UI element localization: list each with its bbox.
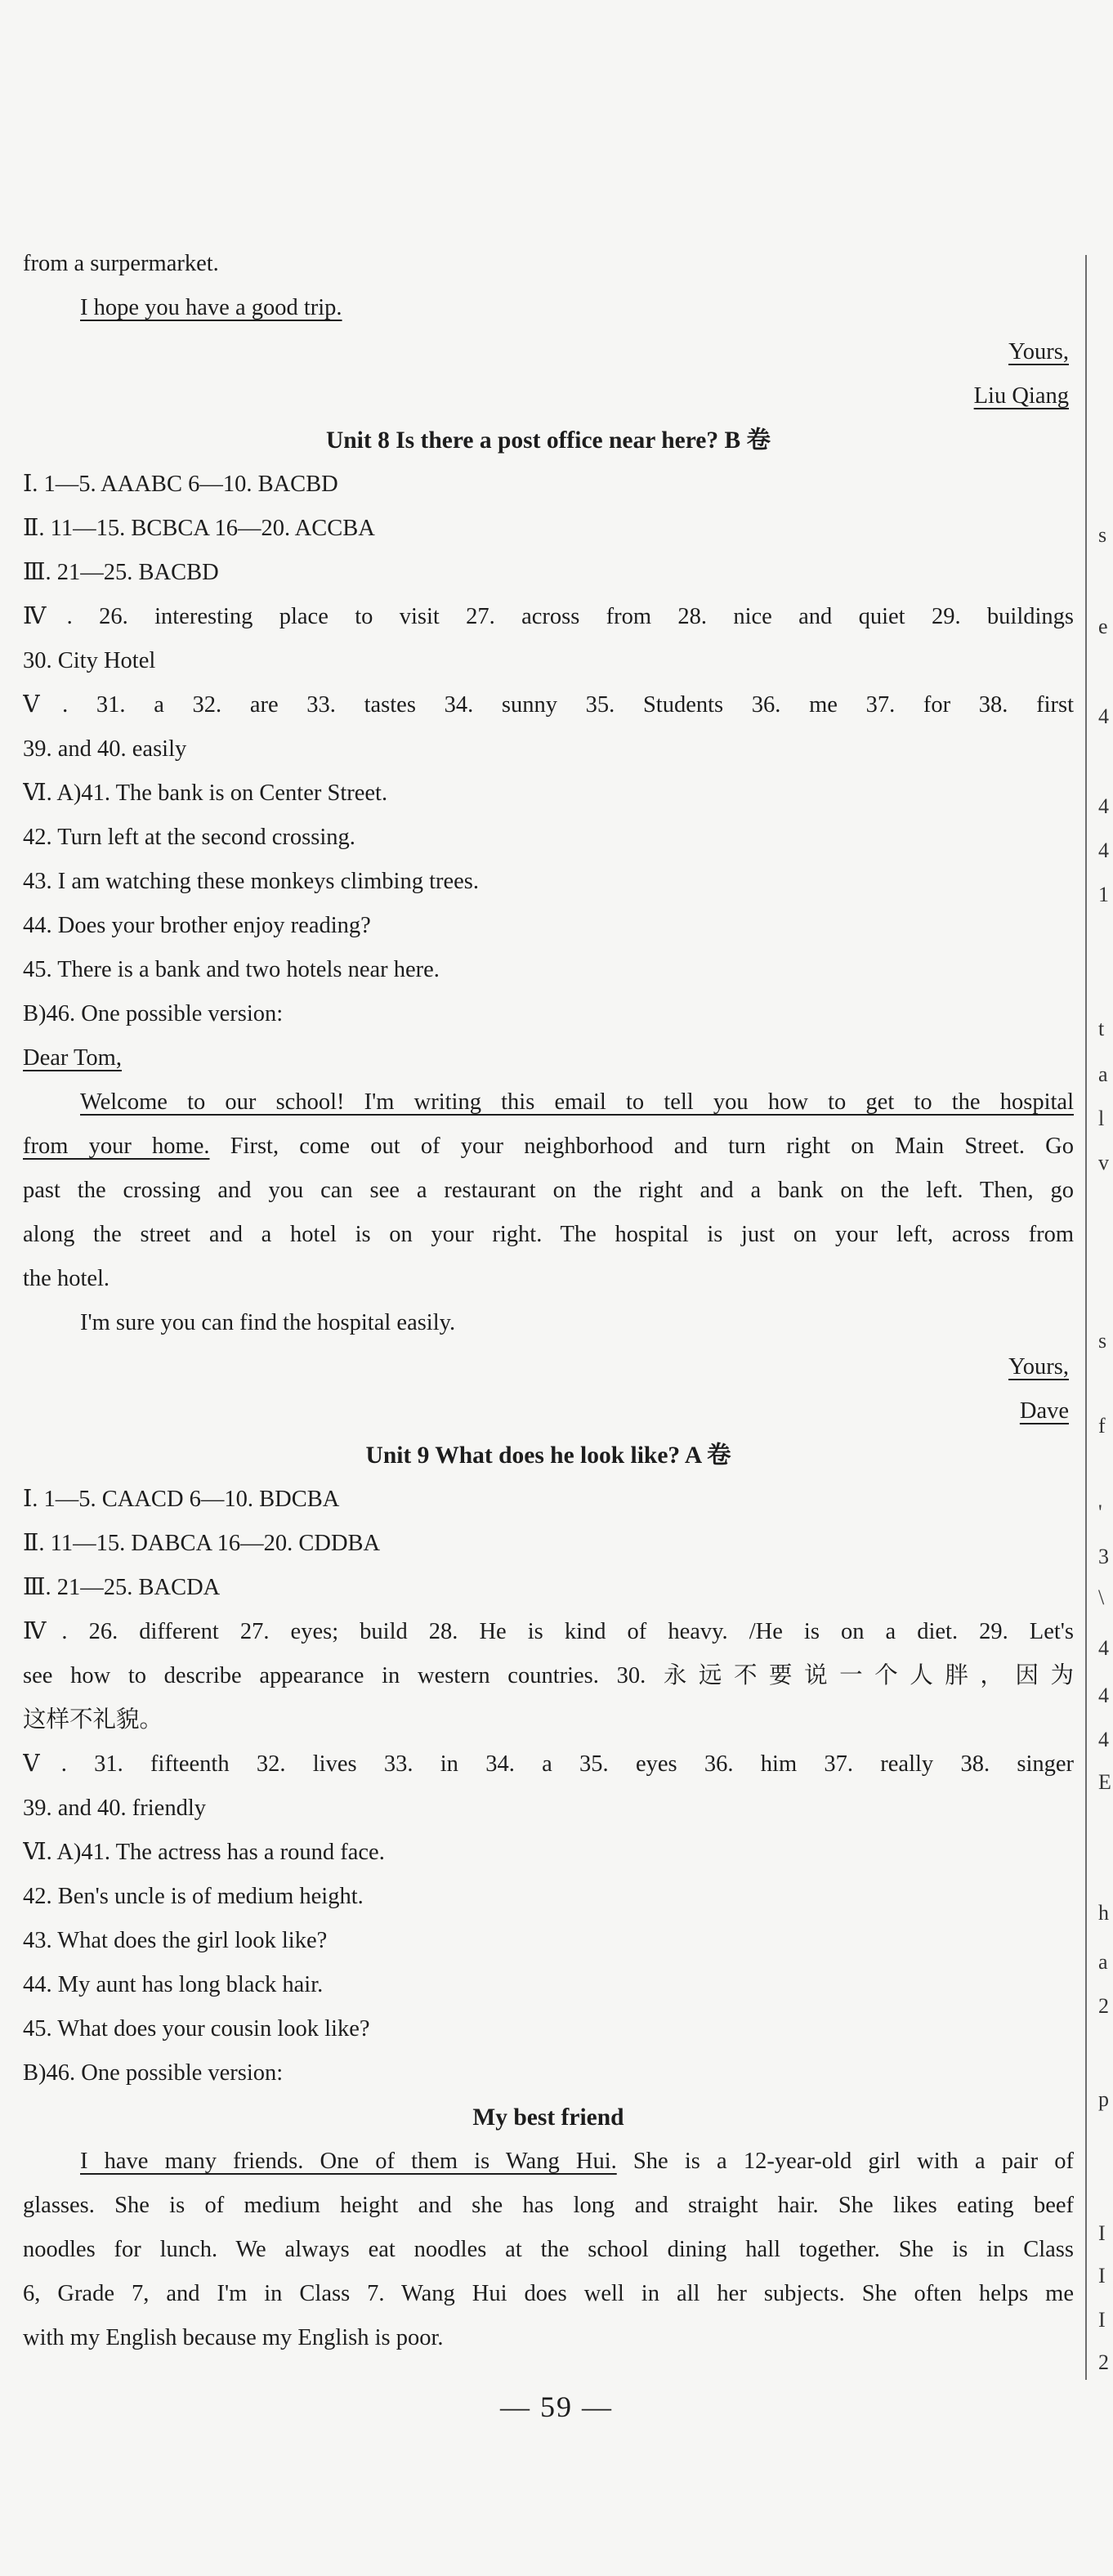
- margin-fragment: s: [1098, 1329, 1107, 1353]
- letter-end-line: from a surpermarket.: [23, 251, 219, 276]
- margin-fragment: a: [1098, 1950, 1108, 1974]
- margin-fragment: 4: [1098, 794, 1109, 818]
- unit8-section-6-a41: Ⅵ. A)41. The bank is on Center Street.: [23, 780, 388, 806]
- margin-fragment: l: [1098, 1107, 1105, 1130]
- unit9-title: Unit 9 What does he look like? A 卷: [365, 1442, 731, 1469]
- unit9-section-6-a41: Ⅵ. A)41. The actress has a round face.: [23, 1840, 385, 1865]
- margin-fragment: 2: [1098, 1994, 1109, 2018]
- page-number: — 59 —: [500, 2390, 613, 2423]
- unit8-section-5-cont: 39. and 40. easily: [23, 736, 187, 762]
- unit9-section-5-cont: 39. and 40. friendly: [23, 1796, 206, 1821]
- margin-fragment: f: [1098, 1414, 1106, 1438]
- margin-fragment: h: [1098, 1901, 1109, 1925]
- margin-fragment: 4: [1098, 1684, 1109, 1707]
- unit9-section-1: Ⅰ. 1—5. CAACD 6—10. BDCBA: [23, 1487, 340, 1512]
- unit8-section-2: Ⅱ. 11—15. BCBCA 16—20. ACCBA: [23, 516, 375, 541]
- unit8-b46: B)46. One possible version:: [23, 1001, 284, 1026]
- email-body-line-3: along the street and a hotel is on your right. The hospital is just on your left, across from: [23, 1222, 1074, 1247]
- essay-line-5: with my English because my English is poor.: [23, 2325, 444, 2350]
- unit9-a44: 44. My aunt has long black hair.: [23, 1972, 324, 1997]
- essay-line-1: She is a 12-year-old girl with a pair of: [616, 2149, 1074, 2174]
- unit9-a42: 42. Ben's uncle is of medium height.: [23, 1884, 364, 1909]
- essay-line-2: glasses. She is of medium height and she has long and straight hair. She likes eating beef: [23, 2193, 1074, 2218]
- margin-fragment: \: [1098, 1585, 1105, 1609]
- unit8-a45: 45. There is a bank and two hotels near here.: [23, 957, 440, 982]
- unit8-title: Unit 8 Is there a post office near here? B 卷: [325, 427, 771, 454]
- email-opening-underlined-end: from your home.: [23, 1134, 210, 1159]
- margin-fragment: I: [1098, 2221, 1106, 2245]
- margin-fragment: 4: [1098, 1728, 1109, 1751]
- margin-fragment: 4: [1098, 1636, 1109, 1660]
- email-closing-sentence: I'm sure you can find the hospital easily.: [80, 1310, 456, 1335]
- email-body-line-2: past the crossing and you can see a restaurant on the right and a bank on the left. Then, go: [23, 1178, 1074, 1203]
- margin-fragment: e: [1098, 615, 1108, 638]
- essay-title: My best friend: [472, 2104, 624, 2131]
- unit8-section-5: Ⅴ. 31. a 32. are 33. tastes 34. sunny 35. Students 36. me 37. for 38. first: [23, 692, 1074, 718]
- unit9-section-5: Ⅴ. 31. fifteenth 32. lives 33. in 34. a 35. eyes 36. him 37. really 38. singer: [23, 1751, 1074, 1777]
- unit9-section-4: Ⅳ. 26. different 27. eyes; build 28. He is kind of heavy. /He is on a diet. 29. Let's: [23, 1619, 1074, 1644]
- margin-fragment: t: [1098, 1017, 1105, 1040]
- essay-line-4: 6, Grade 7, and I'm in Class 7. Wang Hui does well in all her subjects. She often helps me: [23, 2281, 1074, 2306]
- letter-closing-sentence: I hope you have a good trip.: [80, 295, 342, 320]
- unit8-section-4-cont: 30. City Hotel: [23, 648, 156, 673]
- unit9-section-4-cont: see how to describe appearance in western countries. 30. 永远不要说一个人胖，因为: [23, 1663, 1074, 1688]
- margin-fragment: 4: [1098, 839, 1109, 862]
- margin-fragment: a: [1098, 1062, 1108, 1086]
- letter-sign-name: Liu Qiang: [973, 383, 1069, 409]
- essay-line-3: noodles for lunch. We always eat noodles at the school dining hall together. She is in Class: [23, 2237, 1074, 2262]
- letter-sign-yours: Yours,: [1008, 339, 1069, 364]
- answer-column: [23, 242, 1074, 2360]
- margin-fragment: 1: [1098, 883, 1109, 906]
- column-divider: [1085, 255, 1087, 2380]
- unit8-section-3: Ⅲ. 21—25. BACBD: [23, 560, 219, 585]
- unit9-section-4-cont-2: 这样不礼貌。: [23, 1707, 163, 1733]
- unit9-section-3: Ⅲ. 21—25. BACDA: [23, 1575, 221, 1600]
- margin-fragment: 3: [1098, 1545, 1109, 1568]
- unit9-a45: 45. What does your cousin look like?: [23, 2016, 370, 2042]
- unit8-a44: 44. Does your brother enjoy reading?: [23, 913, 371, 938]
- email-body-line-4: the hotel.: [23, 1266, 110, 1291]
- unit8-a42: 42. Turn left at the second crossing.: [23, 825, 355, 850]
- margin-fragment: I: [1098, 2308, 1106, 2332]
- unit9-b46: B)46. One possible version:: [23, 2060, 284, 2086]
- margin-fragment: I: [1098, 2264, 1106, 2288]
- margin-fragment: s: [1098, 523, 1107, 547]
- email-sign-name: Dave: [1019, 1398, 1069, 1424]
- essay-opening-underlined: I have many friends. One of them is Wang Hui.: [80, 2149, 617, 2174]
- email-greeting: Dear Tom,: [23, 1045, 122, 1071]
- unit8-section-1: Ⅰ. 1—5. AAABC 6—10. BACBD: [23, 472, 338, 497]
- email-sign-yours: Yours,: [1008, 1354, 1069, 1380]
- unit9-a43: 43. What does the girl look like?: [23, 1928, 328, 1953]
- margin-fragment: ': [1098, 1500, 1102, 1524]
- margin-fragment: E: [1098, 1770, 1111, 1794]
- unit9-section-2: Ⅱ. 11—15. DABCA 16—20. CDDBA: [23, 1531, 381, 1556]
- unit8-section-4: Ⅳ. 26. interesting place to visit 27. across from 28. nice and quiet 29. buildings: [23, 604, 1074, 629]
- margin-fragment: 4: [1098, 704, 1109, 728]
- margin-fragment: 2: [1098, 2350, 1109, 2374]
- email-opening-underlined: Welcome to our school! I'm writing this email to tell you how to get to the hospital: [80, 1089, 1074, 1115]
- email-body-line: First, come out of your neighborhood and turn right on Main Street. Go: [209, 1134, 1074, 1159]
- unit8-a43: 43. I am watching these monkeys climbing trees.: [23, 869, 479, 894]
- margin-fragment: p: [1098, 2087, 1109, 2111]
- margin-fragment: v: [1098, 1151, 1109, 1174]
